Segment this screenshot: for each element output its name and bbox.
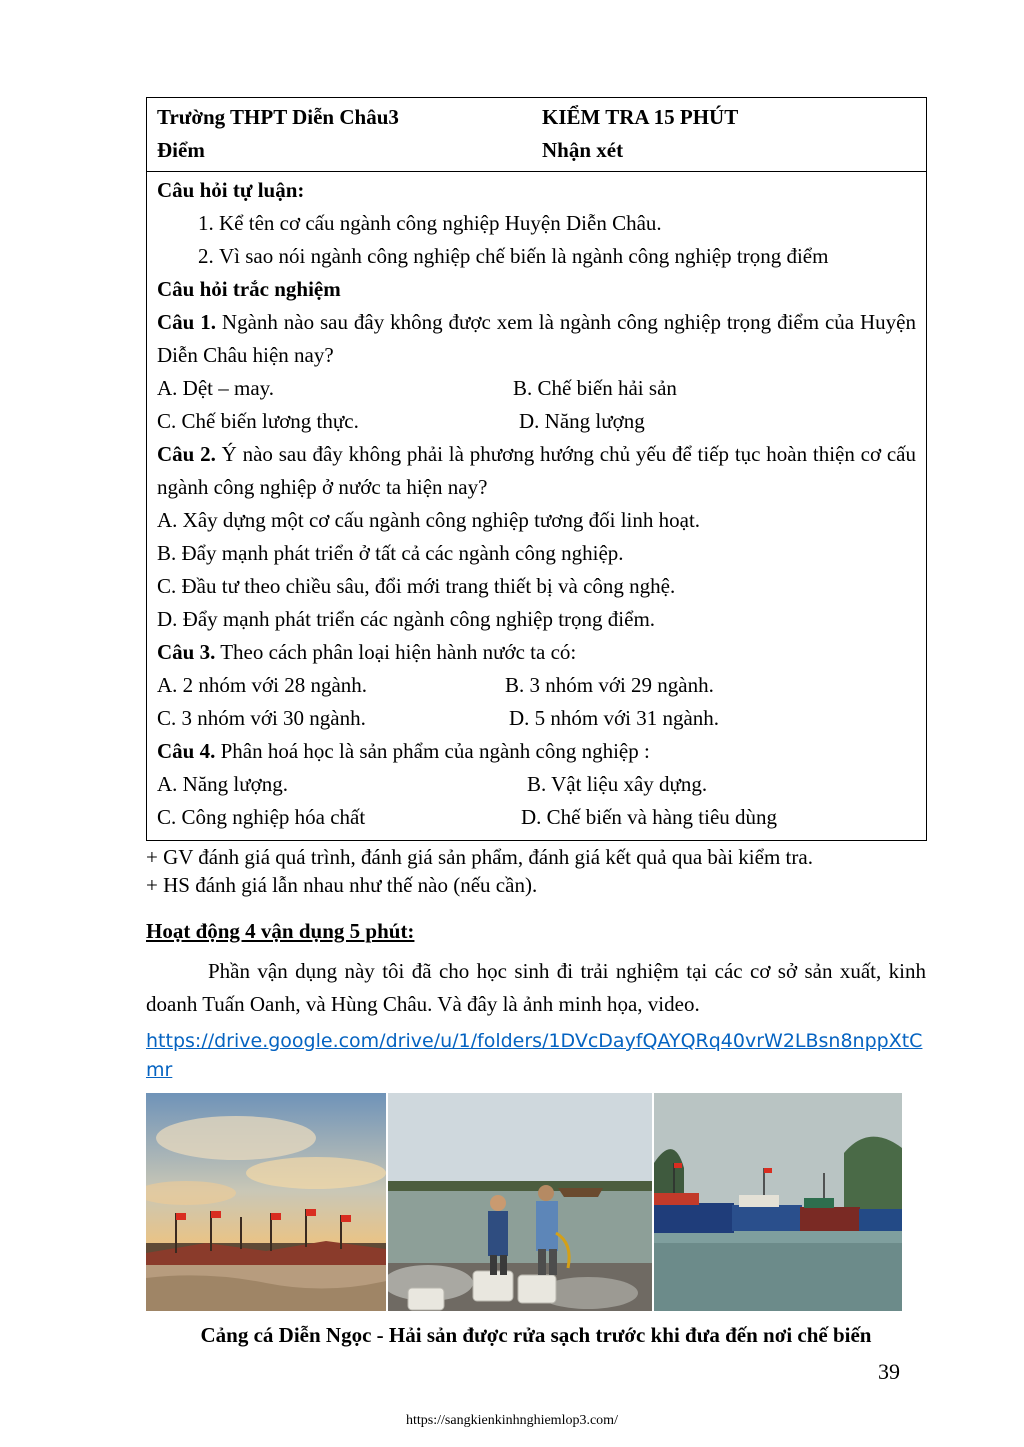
option: D. Năng lượng: [519, 409, 645, 433]
question-text: Ngành nào sau đây không được xem là ngành công nghiệp trọng điểm của Huyện Diễn Châu hiện nay?: [157, 310, 916, 367]
question-label: Câu 3.: [157, 640, 216, 664]
seafood-washing-photo: [388, 1093, 652, 1311]
option-row: [157, 702, 916, 735]
option-row: [157, 372, 916, 405]
option: B. Vật liệu xây dựng.: [527, 772, 708, 796]
option: A. Dệt – may.: [157, 376, 275, 400]
assessment-line: + HS đánh giá lẫn nhau như thế nào (nếu cần).: [146, 873, 538, 897]
question-label: Câu 2.: [157, 442, 216, 466]
school-name: Trường THPT Diễn Châu3: [157, 105, 399, 129]
mc-heading: Câu hỏi trắc nghiệm: [157, 277, 341, 301]
question-2: [157, 438, 916, 504]
option: A. Năng lượng.: [157, 772, 288, 796]
option-row: [157, 801, 916, 834]
drive-link[interactable]: https://drive.google.com/drive/u/1/folders/1DVcDayfQAYQRq40vrW2LBsn8nppXtCmr: [146, 1030, 923, 1081]
option: D. Chế biến và hàng tiêu dùng: [521, 805, 778, 829]
essay-list: [157, 207, 916, 273]
comment-label: Nhận xét: [542, 138, 624, 162]
page-number: 39: [878, 1359, 900, 1384]
option-row: [157, 669, 916, 702]
question-text: Theo cách phân loại hiện hành nước ta có:: [215, 640, 577, 664]
option: C. Chế biến lương thực.: [157, 409, 359, 433]
option: C. Đầu tư theo chiều sâu, đổi mới trang thiết bị và công nghệ.: [157, 574, 676, 598]
assessment-line: + GV đánh giá quá trình, đánh giá sản phẩm, đánh giá kết quả qua bài kiểm tra.: [146, 845, 813, 869]
quiz-box: [146, 97, 927, 841]
question-1: [157, 306, 916, 372]
option: D. 5 nhóm với 31 ngành.: [509, 706, 720, 730]
activity-text: Phần vận dụng này tôi đã cho học sinh đi trải nghiệm tại các cơ sở sản xuất, kinh doanh Tuấn Oanh, và Hùng Châu. Và đây là ảnh minh họa, video.: [146, 959, 926, 1016]
question-4: [157, 735, 916, 768]
option: D. Đẩy mạnh phát triển các ngành công nghiệp trọng điểm.: [157, 607, 656, 631]
essay-heading: Câu hỏi tự luận:: [157, 178, 305, 202]
activity-paragraph: [146, 955, 926, 1021]
option: A. Xây dựng một cơ cấu ngành công nghiệp tương đối linh hoạt.: [157, 508, 701, 532]
question-3: [157, 636, 916, 669]
option-row: [157, 405, 916, 438]
option: B. 3 nhóm với 29 ngành.: [505, 673, 714, 697]
option: A. 2 nhóm với 28 ngành.: [157, 673, 368, 697]
option-row: [157, 768, 916, 801]
question-text: Phân hoá học là sản phẩm của ngành công nghiệp :: [215, 739, 650, 763]
option: C. Công nghiệp hóa chất: [157, 805, 366, 829]
test-title: KIỂM TRA 15 PHÚT: [542, 105, 739, 129]
fishing-boats-photo: [654, 1093, 902, 1311]
activity-heading: Hoạt động 4 vận dụng 5 phút:: [146, 919, 415, 943]
assessment-notes: [146, 843, 926, 899]
question-text: Ý nào sau đây không phải là phương hướng chủ yếu để tiếp tục hoàn thiện cơ cấu ngành công nghiệp ở nước ta hiện nay?: [157, 442, 916, 499]
option: B. Đẩy mạnh phát triển ở tất cả các ngành công nghiệp.: [157, 541, 624, 565]
question-label: Câu 1.: [157, 310, 216, 334]
question-label: Câu 4.: [157, 739, 216, 763]
quiz-header: [147, 98, 926, 172]
harbour-sunset-photo: [146, 1093, 386, 1311]
score-label: Điểm: [157, 138, 205, 162]
option: C. 3 nhóm với 30 ngành.: [157, 706, 366, 730]
essay-item: 1. Kể tên cơ cấu ngành công nghiệp Huyện Diễn Châu.: [219, 207, 916, 240]
essay-item: 2. Vì sao nói ngành công nghiệp chế biến là ngành công nghiệp trọng điểm: [219, 240, 916, 273]
footer-url: https://sangkienkinhnghiemlop3.com/: [406, 1413, 618, 1428]
option: B. Chế biến hải sản: [513, 376, 677, 400]
photo-caption: Cảng cá Diễn Ngọc - Hải sản được rửa sạch trước khi đưa đến nơi chế biến: [200, 1323, 872, 1347]
quiz-body: [147, 172, 926, 840]
